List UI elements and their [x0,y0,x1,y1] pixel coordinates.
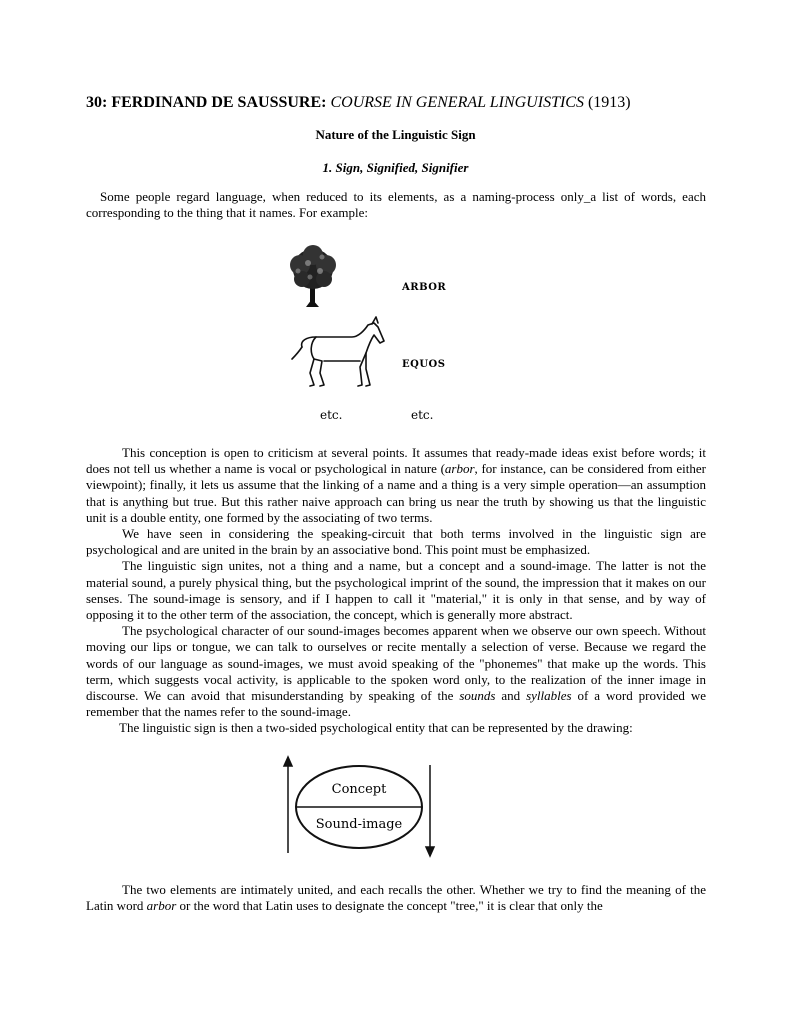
up-arrow [284,757,292,853]
section-heading: Nature of the Linguistic Sign [315,127,476,142]
paragraph-1: This conception is open to criticism at several points. It assumes that ready-made ideas exist before words; it does not tell us whether a name is vocal or psychological in nature (arbor, for instance, can be considered from either viewpoint); finally, it lets us assume that the linking of a name and a thing is a very simple operation—an assumption that is anything but true. But this rather naive approach can bring us near the truth by showing us that the linguistic unit is a double entity, one formed by the associating of two terms. [86,445,706,525]
sign-diagram [278,755,438,860]
paragraph-4: The psychological character of our sound-images becomes apparent when we observe our own speech. Without moving our lips or tongue, we can talk to ourselves or recite mentally a selection of verse. Because we regard the words of our language as sound-images, we must avoid speaking of the "phonemes" that make up the words. This term, which suggests vocal activity, is applicable to the spoken word only, to the realization of the inner image in discourse. We can avoid that misunderstanding by speaking of the sounds and syllables of a word provided we remember that the names refer to the sound-image. [86,623,706,720]
equos-label: EQUOS [402,359,446,370]
naming-figure [280,245,450,425]
title-year: (1913) [583,94,631,111]
tree-icon [290,245,336,307]
intro-paragraph: Some people regard language, when reduced to its elements, as a naming-process only_a list of words, each corresponding to the thing that it names. For example: [86,189,706,221]
etc-right-label: etc. [411,408,434,422]
final-paragraph: The two elements are intimately united, and each recalls the other. Whether we try to find the meaning of the Latin word arbor or the word that Latin uses to designate the concept "tree," it is clear that only the [86,882,706,914]
down-arrow [426,765,434,856]
body-paragraphs [86,445,706,737]
paragraph-3: The linguistic sign unites, not a thing and a name, but a concept and a sound-image. The latter is not the material sound, a purely physical thing, but the psychological imprint of the sound, the impression that it makes on our senses. The sound-image is sensory, and if I happen to call it "material," it is only in that sense, and by way of opposing it to the other term of the association, the concept, which is generally more abstract. [86,558,706,623]
sound-image-label: Sound-image [315,817,403,832]
concept-label: Concept [331,782,387,797]
paragraph-2: We have seen in considering the speaking-circuit that both terms involved in the linguistic sign are psychological and are united in the brain by an associative bond. This point must be emphasized. [86,526,706,558]
etc-left-label: etc. [320,408,343,422]
paragraph-5: The linguistic sign is then a two-sided psychological entity that can be represented by the drawing: [119,720,633,736]
horse-icon [292,317,384,386]
title-author: 30: FERDINAND DE SAUSSURE: [86,94,331,111]
arbor-label: ARBOR [402,282,447,293]
subsection-heading: 1. Sign, Signified, Signifier [322,160,469,175]
document-title [86,93,726,112]
title-work: COURSE IN GENERAL LINGUISTICS [330,94,584,111]
